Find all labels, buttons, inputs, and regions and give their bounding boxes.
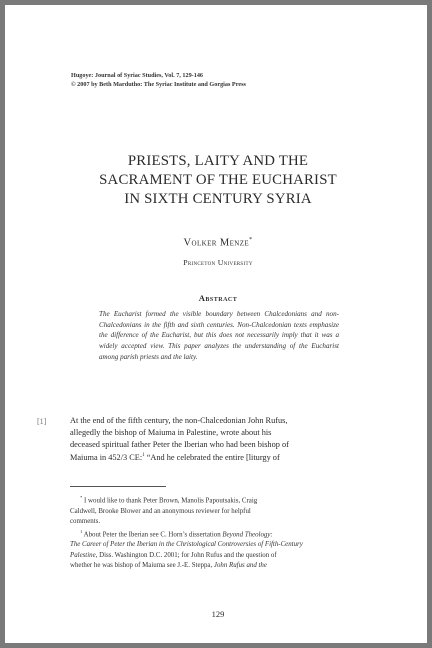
article-title xyxy=(71,152,365,209)
title-line: PRIESTS, LAITY AND THE xyxy=(127,153,309,169)
footnotes xyxy=(70,493,368,571)
journal-citation-line: Hugoye: Journal of Syriac Studies, Vol. 7, 129-146 xyxy=(71,72,204,79)
body-line-text: “And he celebrated the entire [liturgy of xyxy=(144,453,280,463)
body-line: allegedly the bishop of Maiuma in Palestine, wrote about his xyxy=(70,427,272,437)
copyright-line: © 2007 by Beth Mardutho: The Syriac Institute and Gorgias Press xyxy=(71,81,246,88)
body-line: At the end of the fifth century, the non-Chalcedonian John Rufus, xyxy=(70,416,288,425)
footnote-title-italic: Beyond Theology: xyxy=(222,531,273,539)
footnote-text: I would like to thank Peter Brown, Manolis Papoutsakis, Craig xyxy=(82,497,258,505)
body-paragraph xyxy=(70,415,368,464)
body-line xyxy=(70,450,368,464)
body-line-text: Maiuma in 452/3 CE: xyxy=(70,453,143,463)
footnote-line xyxy=(70,527,368,541)
footnote-title-italic: Palestine xyxy=(70,551,96,559)
author-name-text: Volker Menze xyxy=(183,237,250,249)
author-affiliation: Princeton University xyxy=(183,258,253,267)
footnote-line: Caldwell, Brooke Blower and an anonymous reviewer for helpful xyxy=(70,507,251,515)
footnote-mark: 1 xyxy=(80,528,83,534)
footnote-text: About Peter the Iberian see C. Horn’s dissertation xyxy=(82,531,223,539)
footnote-reference: 1 xyxy=(142,453,145,459)
page xyxy=(5,5,427,643)
footnote-line xyxy=(70,493,368,507)
abstract-text: The Eucharist formed the visible boundary between Chalcedonians and non-Chalcedonians in the fifth and sixth centuries. Non-Chalcedonian texts emphasize the difference of the Eucharist, but this does not necessarily imply that it was a widely accepted view. This paper analyzes the understanding of the Eucharist among parish priests and the laity. xyxy=(99,310,339,361)
author-footnote-mark: * xyxy=(249,237,253,243)
page-number: 129 xyxy=(211,609,225,619)
footnote-text: whether he was bishop of Maiuma see J.-E. Steppa, xyxy=(70,561,214,569)
footnote-divider xyxy=(70,486,166,487)
title-line: IN SIXTH CENTURY SYRIA xyxy=(124,191,312,207)
footnote-line xyxy=(70,561,368,571)
footnote-title-italic: The Career of Peter the Iberian in the Christological Controversies of Fifth-Century xyxy=(70,541,303,549)
footnote-title-italic: John Rufus and the xyxy=(213,561,267,569)
author-name xyxy=(71,237,365,249)
footnote-line xyxy=(70,551,368,561)
footnote-mark: * xyxy=(80,495,83,500)
journal-citation xyxy=(71,71,246,89)
footnote-line xyxy=(70,540,368,550)
title-line: SACRAMENT OF THE EUCHARIST xyxy=(99,172,337,188)
abstract-heading: Abstract xyxy=(198,293,238,303)
footnote-line: comments. xyxy=(70,517,101,525)
footnote-text: , Diss. Washington D.C. 2001; for John Rufus and the question of xyxy=(95,551,277,559)
paragraph-number: [1] xyxy=(37,417,47,426)
body-line: deceased spiritual father Peter the Iberian who had been bishop of xyxy=(70,439,289,449)
